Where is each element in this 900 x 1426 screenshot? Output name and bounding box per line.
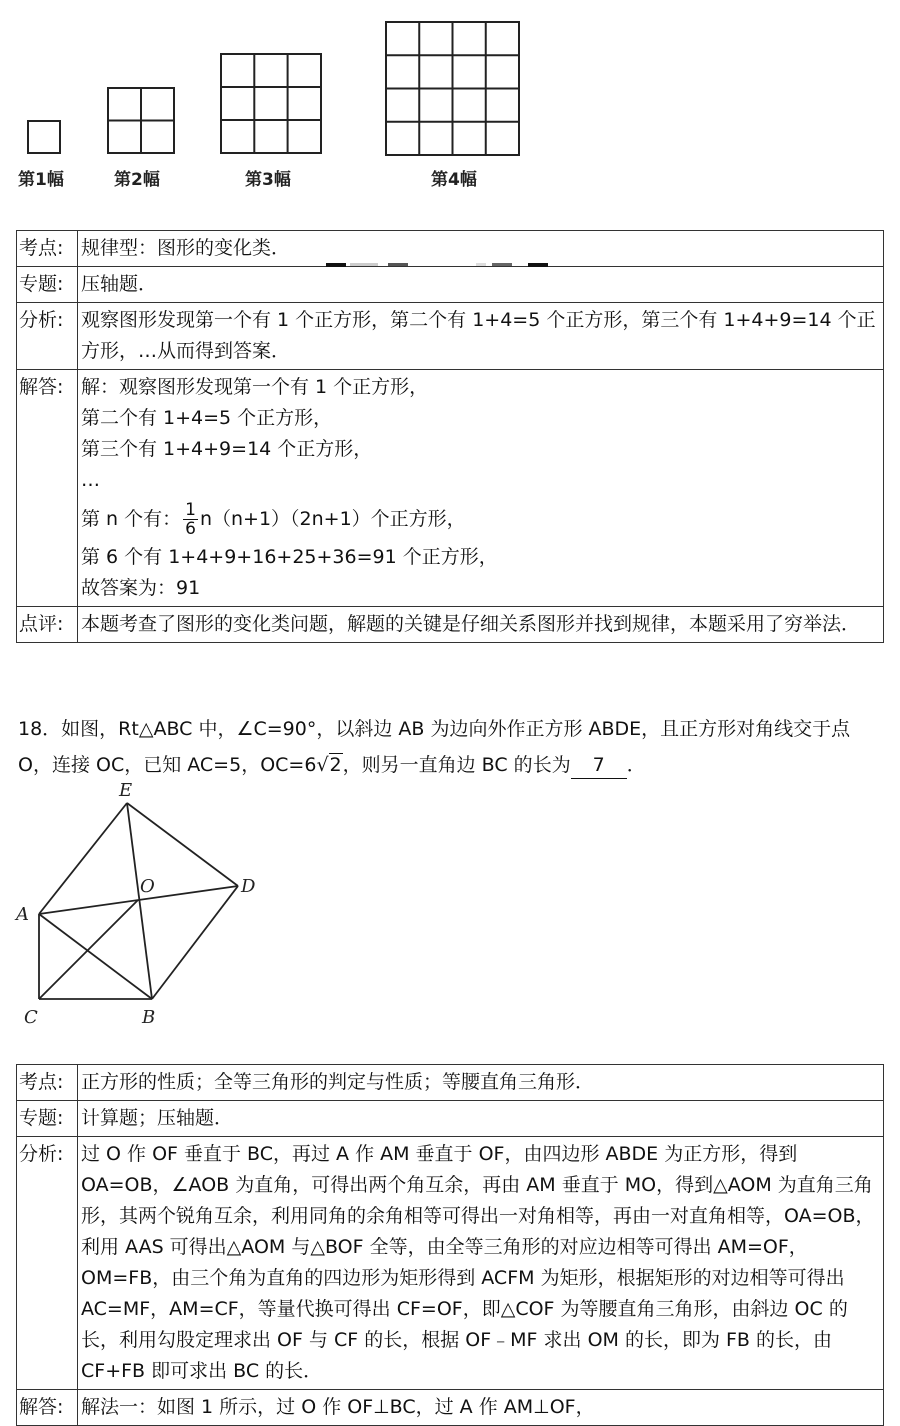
jieda-line: 第二个有 1+4=5 个正方形， [81,407,333,429]
label-zhuanti: 专题: [17,267,78,303]
row-fenxi [17,1137,884,1390]
label-kaodian: 考点: [17,231,78,267]
watermark-marks [326,247,566,250]
content-zhuanti: 计算题；压轴题． [78,1101,884,1137]
content-kaodian: 正方形的性质；全等三角形的判定与性质；等腰直角三角形． [78,1065,884,1101]
sqrt-radicand: 2 [329,754,342,776]
content-jieda: 解法一：如图 1 所示，过 O 作 OF⊥BC，过 A 作 AM⊥OF， [78,1390,884,1426]
q18-text-b: ，则另一直角边 BC 的长为 [342,754,571,776]
caption-figure-4: 第4幅 [431,170,477,190]
kaodian-text: 规律型：图形的变化类． [81,237,291,259]
grid-1 [28,121,60,153]
label-fenxi: 分析: [17,1137,78,1390]
label-dianping: 点评: [17,607,78,643]
fraction-one-sixth [183,501,198,538]
segment-DB [152,886,238,999]
question-18 [18,711,888,783]
label-jieda: 解答: [17,1390,78,1426]
solution-table-1 [16,230,884,643]
grid-3 [221,54,321,153]
row-kaodian [17,231,884,267]
q18-text-a: 18．如图，Rt△ABC 中，∠C=90°，以斜边 AB 为边向外作正方形 ABDE，且正方形对角线交于点 O，连接 OC，已知 AC=5，OC=6 [18,718,851,776]
label-C: C [24,1007,38,1028]
jieda-line: 故答案为：91 [81,577,201,599]
label-zhuanti: 专题: [17,1101,78,1137]
jieda-line: … [81,469,100,491]
label-kaodian: 考点: [17,1065,78,1101]
jieda-line: 解：观察图形发现第一个有 1 个正方形， [81,376,429,398]
nth-suffix: n（n+1）（2n+1）个正方形， [199,508,466,530]
content-zhuanti: 压轴题． [78,267,884,303]
sqrt-two: √2 [316,754,342,776]
jieda-line: 第三个有 1+4+9=14 个正方形， [81,438,373,460]
label-B: B [142,1007,156,1028]
caption-figure-3: 第3幅 [245,170,291,190]
label-O: O [140,876,155,897]
row-fenxi [17,303,884,370]
caption-figure-1: 第1幅 [18,170,64,190]
segment-AB [39,914,152,999]
fraction-denominator: 6 [185,519,196,539]
row-kaodian [17,1065,884,1101]
jieda-line: 第 6 个有 1+4+9+16+25+36=91 个正方形， [81,546,498,568]
row-dianping [17,607,884,643]
content-fenxi: 观察图形发现第一个有 1 个正方形，第二个有 1+4=5 个正方形，第三个有 1+4+9=14 个正方形，…从而得到答案． [78,303,884,370]
label-fenxi: 分析: [17,303,78,370]
geometry-figure [12,776,272,1036]
row-jieda [17,1390,884,1426]
segment-OC [39,900,138,999]
label-jieda: 解答: [17,370,78,607]
fraction-numerator: 1 [185,500,196,520]
grid-2 [108,88,174,153]
label-D: D [241,876,256,897]
label-A: A [16,904,29,925]
row-jieda [17,370,884,607]
content-jieda [78,370,884,607]
solution-table-2 [16,1064,884,1426]
label-E: E [119,780,133,801]
jieda-nth-line [81,496,880,542]
segment-ED [127,803,238,886]
caption-figure-2: 第2幅 [114,170,160,190]
segment-EA [39,803,127,914]
row-zhuanti [17,267,884,303]
q18-end: ． [626,754,646,776]
content-kaodian [78,231,884,267]
grid-4 [386,22,519,155]
nth-prefix: 第 n 个有： [81,508,182,530]
row-zhuanti [17,1101,884,1137]
answer-blank: 7 [571,752,627,779]
content-dianping: 本题考查了图形的变化类问题，解题的关键是仔细关系图形并找到规律，本题采用了穷举法． [78,607,884,643]
content-fenxi: 过 O 作 OF 垂直于 BC，再过 A 作 AM 垂直于 OF，由四边形 ABDE 为正方形，得到 OA=OB，∠AOB 为直角，可得出两个角互余，再由 AM 垂直于 MO，得到△AOM 为直角三角形，其两个锐角互余，利用同角的余角相等可得出一对角相等，再由一对直角相等，OA=OB，利用 AAS 可得出△AOM 与△BOF 全等，由全等三角形的对应边相等可得出 AM=OF，OM=FB，由三个角为直角的四边形为矩形得到 ACFM 为矩形，根据矩形的对边相等可得出 AC=MF，AM=CF，等量代换可得出 CF=OF，即△COF 为等腰直角三角形，由斜边 OC 的长，利用勾股定理求出 OF 与 CF 的长，根据 OF﹣MF 求出 OM 的长，即为 FB 的长，由 CF+FB 即可求出 BC 的长． [78,1137,884,1390]
